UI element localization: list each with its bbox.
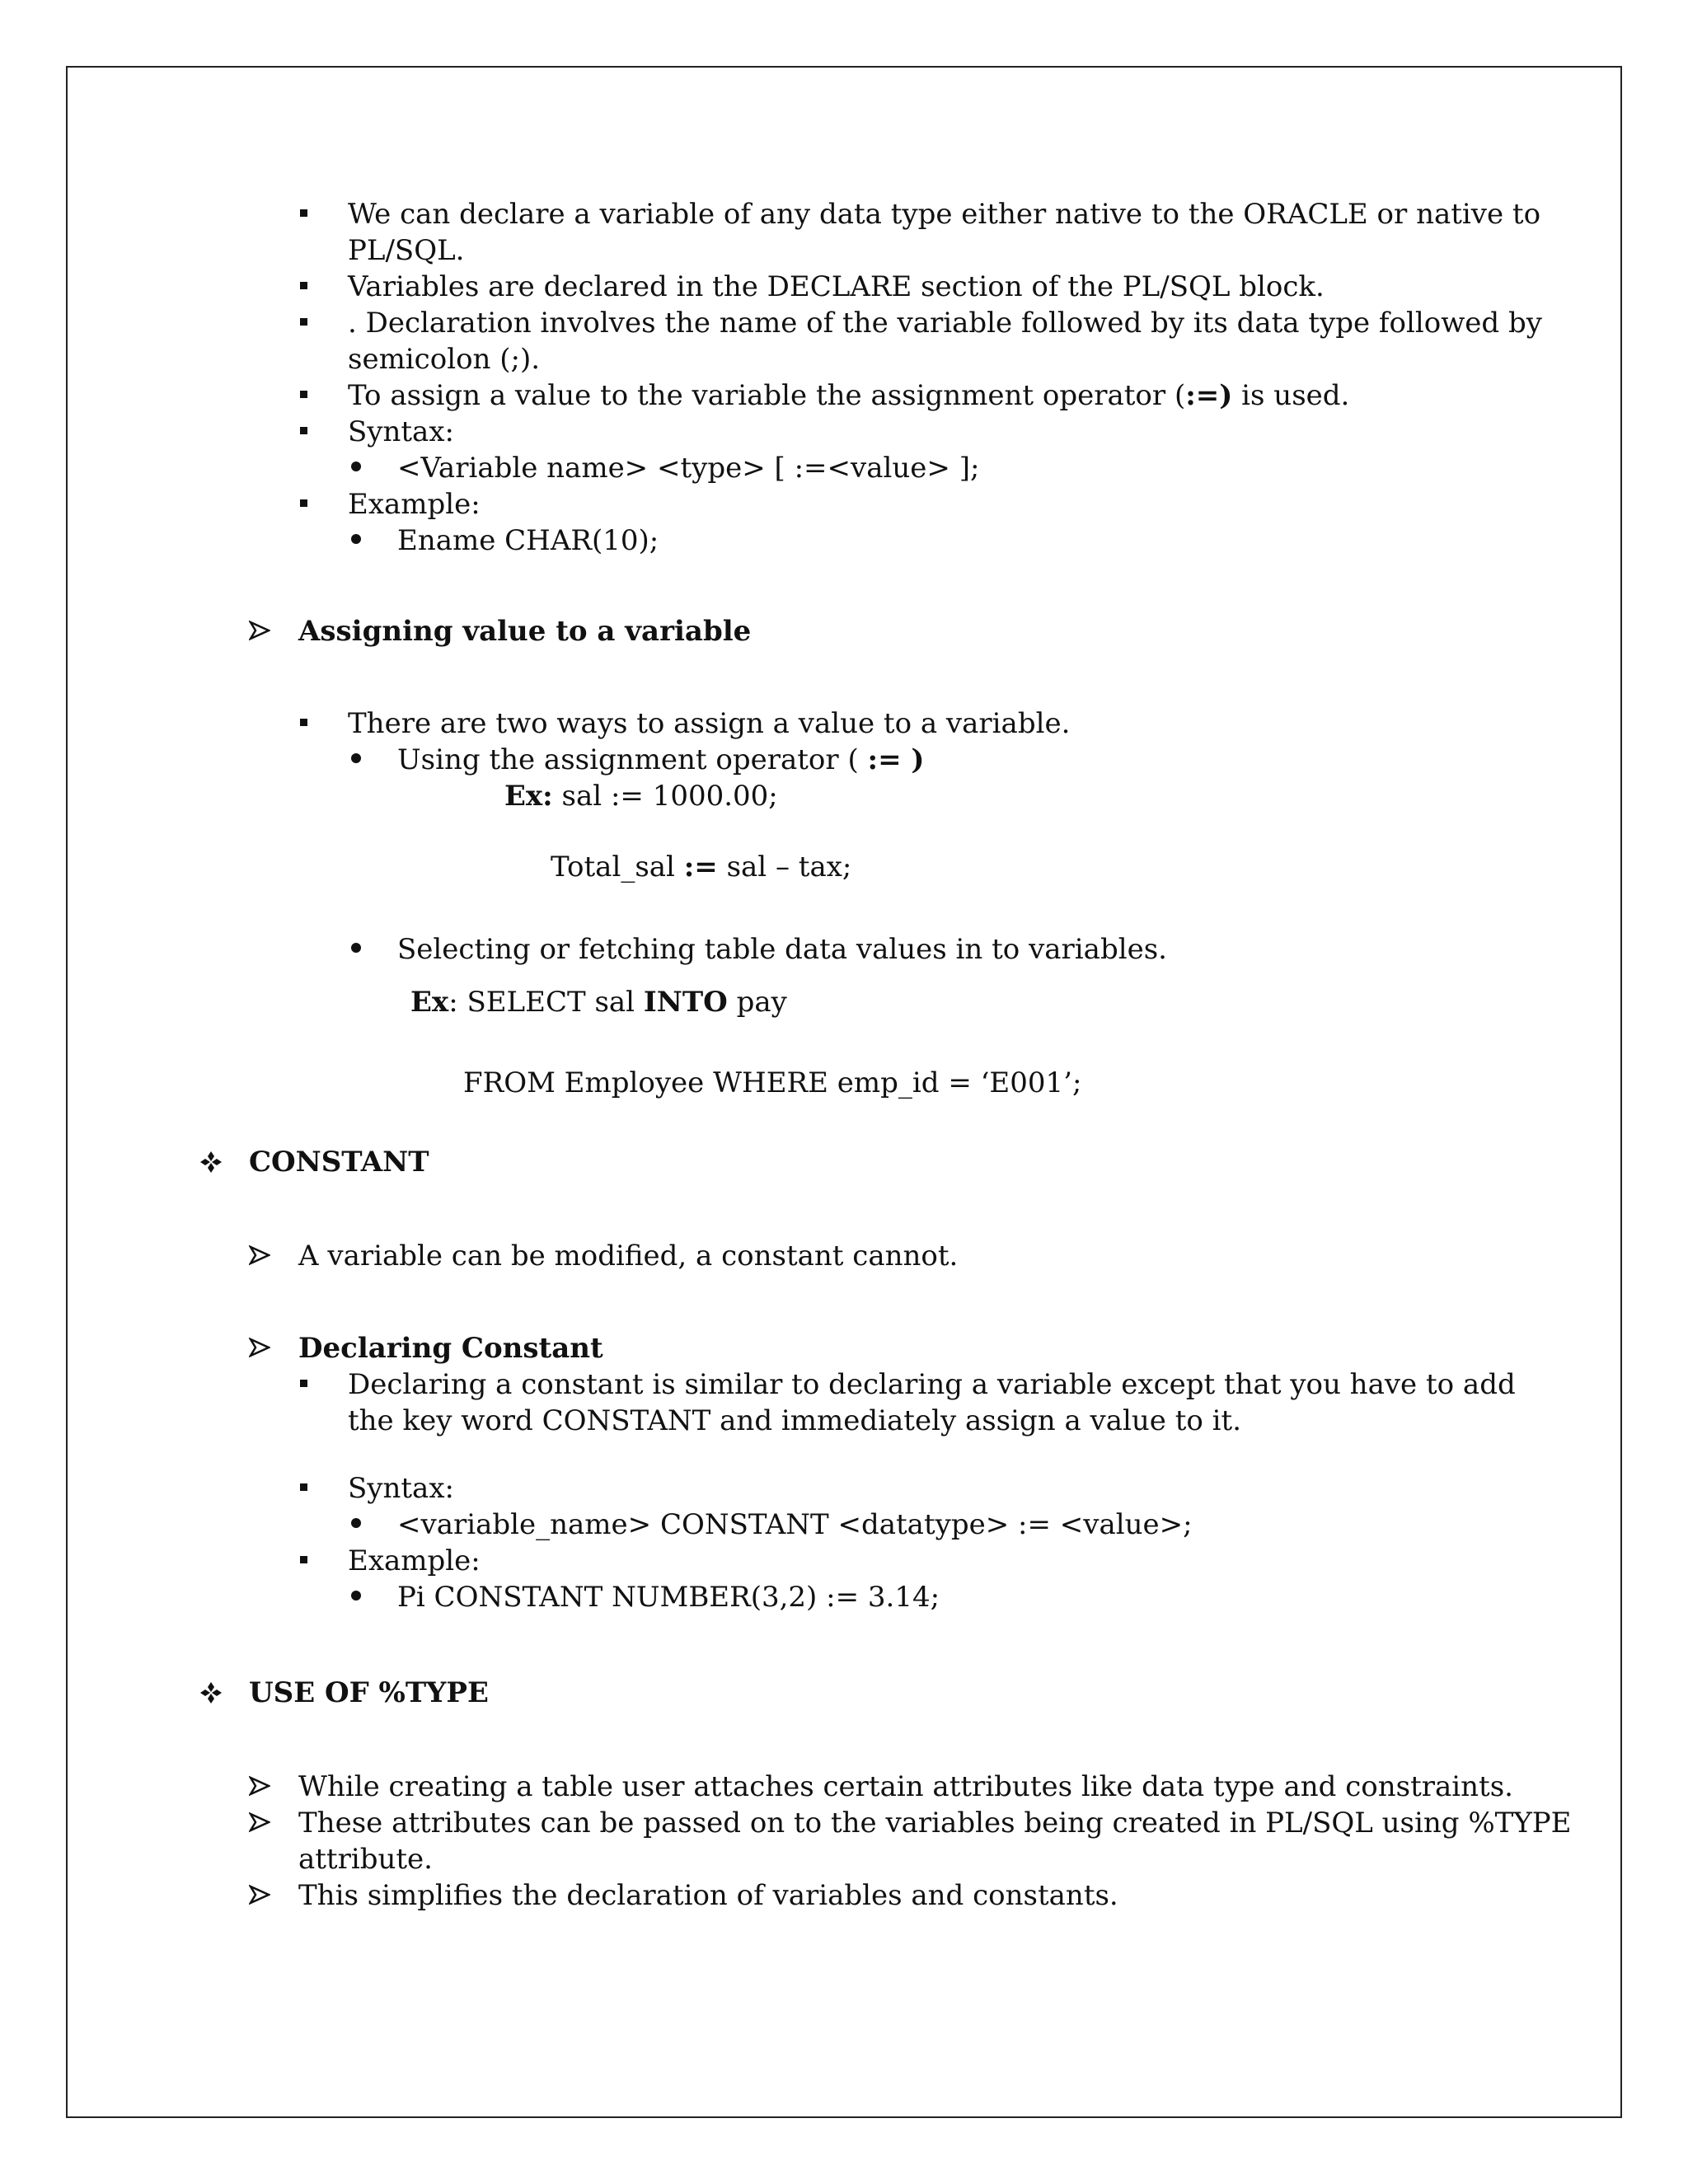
constant-modified-text: A variable can be modified, a constant cannot. <box>298 1240 959 1272</box>
square-bullet-icon <box>300 209 307 217</box>
round-bullet-icon <box>351 753 361 763</box>
ex2-label: Ex <box>410 986 449 1019</box>
square-bullet-icon <box>300 318 307 326</box>
four-diamond-bullet-icon <box>199 1151 223 1174</box>
syntax-label: Syntax: <box>348 415 454 448</box>
example-label: Example: <box>348 488 481 521</box>
declaring-constant-text-cont: the key word CONSTANT and immediately assign a value to it. <box>348 1404 1242 1437</box>
square-bullet-icon <box>300 499 307 507</box>
bullet-declare-any-type: We can declare a variable of any data type either native to the ORACLE or native to <box>348 198 1541 231</box>
square-bullet-icon <box>300 282 307 289</box>
assign-text: To assign a value to the variable the assignment operator ( <box>348 379 1186 412</box>
four-diamond-bullet-icon <box>199 1681 223 1704</box>
heading-assigning-value: Assigning value to a variable <box>298 615 752 648</box>
total-sal-expression: sal – tax; <box>717 851 852 883</box>
type-item-3: This simplifies the declaration of variables and constants. <box>298 1879 1118 1912</box>
two-ways-text: There are two ways to assign a value to a variable. <box>348 707 1071 740</box>
type-item-2: These attributes can be passed on to the variables being created in PL/SQL using %TYPE <box>298 1807 1572 1840</box>
type-item-1: While creating a table user attaches certain attributes like data type and constraints. <box>298 1770 1513 1803</box>
arrow-bullet-icon <box>249 1884 270 1905</box>
ex-sal-value: sal := 1000.00; <box>552 780 778 813</box>
bullet-declaration-involves: . Declaration involves the name of the variable followed by its data type followed by <box>348 307 1542 340</box>
square-bullet-icon <box>300 1483 307 1491</box>
square-bullet-icon <box>300 1380 307 1387</box>
arrow-bullet-icon <box>249 1811 270 1833</box>
square-bullet-icon <box>300 391 307 398</box>
declaring-constant-text: Declaring a constant is similar to declaring a variable except that you have to add <box>348 1368 1516 1401</box>
heading-declaring-constant: Declaring Constant <box>298 1332 603 1365</box>
type-item-2-cont: attribute. <box>298 1843 433 1876</box>
example-total-sal <box>551 849 851 885</box>
arrow-bullet-icon <box>249 620 270 641</box>
constant-example-label: Example: <box>348 1544 481 1577</box>
arrow-bullet-icon <box>249 1244 270 1266</box>
square-bullet-icon <box>300 1556 307 1563</box>
round-bullet-icon <box>351 462 361 471</box>
heading-constant: CONSTANT <box>249 1146 429 1179</box>
assignment-operator-method <box>397 742 924 778</box>
example-select <box>410 984 787 1020</box>
total-sal-text: Total_sal <box>551 851 684 883</box>
example-value: Ename CHAR(10); <box>397 524 659 557</box>
square-bullet-icon <box>300 427 307 434</box>
selecting-text: Selecting or fetching table data values in to variables. <box>397 933 1167 966</box>
ex2-pay-text: pay <box>727 986 787 1019</box>
ex2-select-text: : SELECT sal <box>448 986 644 1019</box>
constant-syntax-value: <variable_name> CONSTANT <datatype> := <value>; <box>397 1508 1193 1541</box>
arrow-bullet-icon <box>249 1775 270 1797</box>
total-sal-operator: := <box>683 851 718 883</box>
example-sal <box>504 778 778 814</box>
constant-syntax-label: Syntax: <box>348 1472 454 1505</box>
ex-label: Ex: <box>504 780 553 813</box>
constant-example-value: Pi CONSTANT NUMBER(3,2) := 3.14; <box>397 1581 940 1614</box>
bullet-declare-any-type-cont: PL/SQL. <box>348 234 465 267</box>
round-bullet-icon <box>351 1518 361 1528</box>
heading-use-of-type: USE OF %TYPE <box>249 1676 489 1709</box>
bullet-assign-operator <box>348 377 1349 414</box>
round-bullet-icon <box>351 1591 361 1601</box>
assign-operator: :=) <box>1185 379 1233 412</box>
round-bullet-icon <box>351 943 361 953</box>
assignment-operator-text: Using the assignment operator ( <box>397 743 868 776</box>
bullet-declare-section: Variables are declared in the DECLARE section of the PL/SQL block. <box>348 270 1325 303</box>
assign-text-end: is used. <box>1232 379 1350 412</box>
syntax-value: <Variable name> <type> [ :=<value> ]; <box>397 452 980 485</box>
example-from-line: FROM Employee WHERE emp_id = ‘E001’; <box>463 1066 1082 1099</box>
round-bullet-icon <box>351 534 361 544</box>
square-bullet-icon <box>300 719 307 726</box>
arrow-bullet-icon <box>249 1337 270 1358</box>
ex2-into-keyword: INTO <box>643 986 728 1019</box>
assignment-operator-symbol: := ) <box>867 743 925 776</box>
bullet-declaration-involves-cont: semicolon (;). <box>348 343 541 376</box>
